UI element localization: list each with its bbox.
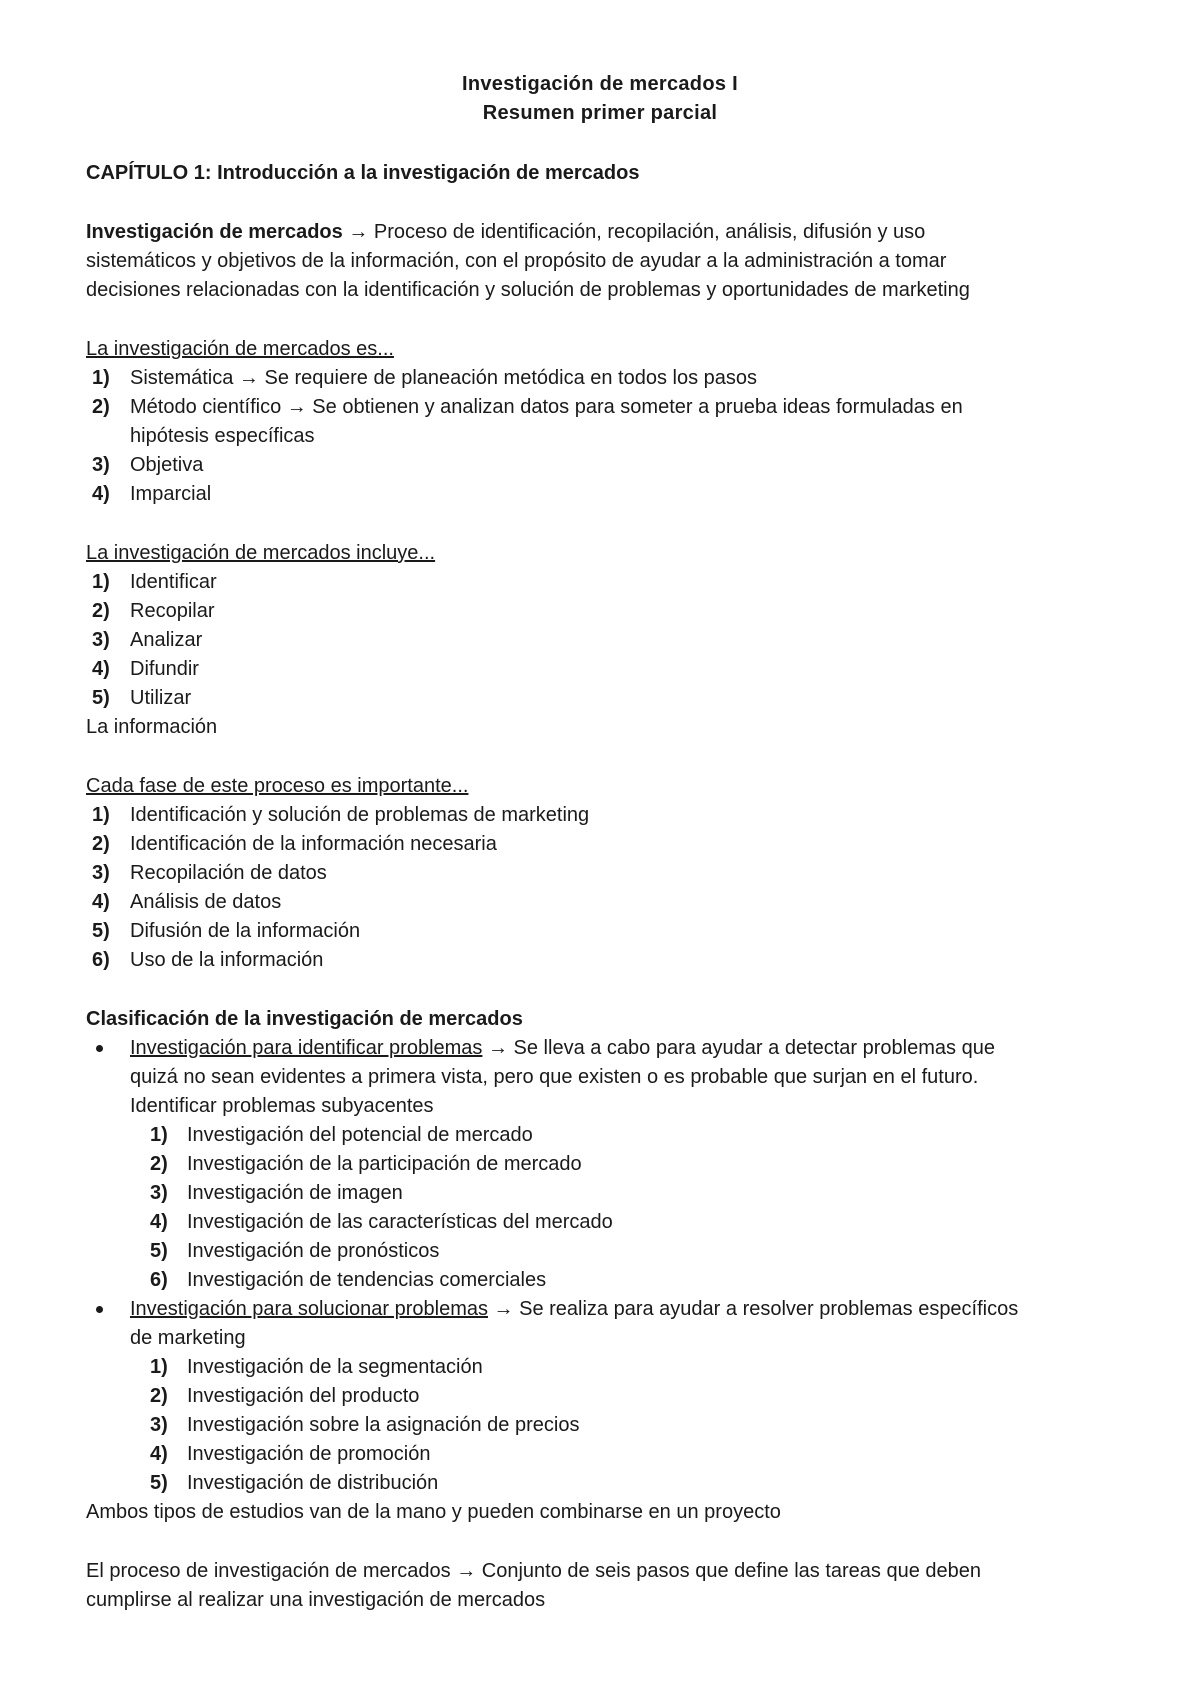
list-number: 3) <box>92 629 110 651</box>
bullet2-line-2: de marketing <box>130 1327 246 1349</box>
bullet2-label: Investigación para solucionar problemas <box>130 1298 488 1320</box>
definition-line-1 <box>86 218 925 247</box>
list-item: Investigación de promoción <box>187 1443 431 1465</box>
list-number: 1) <box>150 1356 168 1378</box>
list-number: 5) <box>92 920 110 942</box>
list-number: 4) <box>92 658 110 680</box>
list-number: 6) <box>150 1269 168 1291</box>
list-number: 4) <box>150 1211 168 1233</box>
bullet1-line-2: quizá no sean evidentes a primera vista, pero que existen o es probable que surjan en el futuro. <box>130 1066 979 1088</box>
title-line: Investigación de mercados I <box>462 73 738 95</box>
list-item: Objetiva <box>130 454 204 476</box>
list-number: 3) <box>92 862 110 884</box>
list-item: Investigación sobre la asignación de precios <box>187 1414 580 1436</box>
incluye-section-heading: La investigación de mercados incluye... <box>86 542 436 564</box>
list-number: 2) <box>150 1153 168 1175</box>
list-item: Identificación y solución de problemas de marketing <box>130 804 590 826</box>
list-item: Recopilación de datos <box>130 862 327 884</box>
list-number: 1) <box>92 367 110 389</box>
chapter-heading: CAPÍTULO 1: Introducción a la investigación de mercados <box>86 162 640 184</box>
list-item: Recopilar <box>130 600 215 622</box>
list-item: Investigación de pronósticos <box>187 1240 440 1262</box>
list-number: 1) <box>92 804 110 826</box>
bullet1-line-3: Identificar problemas subyacentes <box>130 1095 434 1117</box>
list-number: 1) <box>150 1124 168 1146</box>
bullet1-line-1 <box>130 1034 995 1063</box>
list-item-continuation: hipótesis específicas <box>130 425 315 447</box>
list-number: 4) <box>150 1443 168 1465</box>
list-item: Análisis de datos <box>130 891 282 913</box>
definition-line-2: sistemáticos y objetivos de la información, con el propósito de ayudar a la administración a tomar <box>86 250 947 272</box>
list-number: 6) <box>92 949 110 971</box>
list-item: Investigación de la participación de mercado <box>187 1153 582 1175</box>
incluye-after-text: La información <box>86 716 218 738</box>
list-number: 2) <box>150 1385 168 1407</box>
proceso-line-2: cumplirse al realizar una investigación de mercados <box>86 1589 546 1611</box>
list-item: Sistemática → Se requiere de planeación metódica en todos los pasos <box>130 367 758 389</box>
list-number: 1) <box>92 571 110 593</box>
list-item: Difusión de la información <box>130 920 361 942</box>
bullet2-text-1: → Se realiza para ayudar a resolver problemas específicos <box>487 1298 1019 1320</box>
list-number: 2) <box>92 833 110 855</box>
fase-section-heading: Cada fase de este proceso es importante... <box>86 775 469 797</box>
list-number: 4) <box>92 891 110 913</box>
list-item: Utilizar <box>130 687 192 709</box>
list-number: 2) <box>92 396 110 418</box>
list-item: Difundir <box>130 658 199 680</box>
bullet2-line-1 <box>130 1295 1018 1324</box>
subtitle-line: Resumen primer parcial <box>482 102 718 124</box>
definition-text-1: → Proceso de identificación, recopilación, análisis, difusión y uso <box>342 221 926 243</box>
list-item: Identificación de la información necesaria <box>130 833 497 855</box>
list-item: Investigación de imagen <box>187 1182 403 1204</box>
list-item: Investigación del potencial de mercado <box>187 1124 533 1146</box>
list-number: 3) <box>150 1414 168 1436</box>
proceso-line-1: El proceso de investigación de mercados → Conjunto de seis pasos que define las tareas que deben <box>86 1560 982 1582</box>
list-item: Imparcial <box>130 483 212 505</box>
list-number: 3) <box>92 454 110 476</box>
list-item: Investigación de distribución <box>187 1472 439 1494</box>
list-item: Investigación del producto <box>187 1385 420 1407</box>
list-item: Analizar <box>130 629 203 651</box>
list-item: Investigación de tendencias comerciales <box>187 1269 547 1291</box>
bullet1-label: Investigación para identificar problemas <box>130 1037 483 1059</box>
list-number: 2) <box>92 600 110 622</box>
list-item: Uso de la información <box>130 949 324 971</box>
bullet1-text-1: → Se lleva a cabo para ayudar a detectar problemas que <box>482 1037 995 1059</box>
bullet-dot <box>96 1045 103 1052</box>
list-item: Método científico → Se obtienen y analizan datos para someter a prueba ideas formuladas en <box>130 396 963 418</box>
list-item: Identificar <box>130 571 217 593</box>
list-number: 3) <box>150 1182 168 1204</box>
definition-line-3: decisiones relacionadas con la identificación y solución de problemas y oportunidades de marketing <box>86 279 970 301</box>
clasificacion-closing: Ambos tipos de estudios van de la mano y pueden combinarse en un proyecto <box>86 1501 781 1523</box>
list-number: 5) <box>150 1240 168 1262</box>
definition-term: Investigación de mercados <box>86 221 343 243</box>
bullet-dot <box>96 1306 103 1313</box>
list-item: Investigación de las características del mercado <box>187 1211 613 1233</box>
document-title <box>0 70 1200 128</box>
es-section-heading: La investigación de mercados es... <box>86 338 394 360</box>
list-number: 5) <box>150 1472 168 1494</box>
list-number: 4) <box>92 483 110 505</box>
clasificacion-heading: Clasificación de la investigación de mercados <box>86 1008 523 1030</box>
list-number: 5) <box>92 687 110 709</box>
list-item: Investigación de la segmentación <box>187 1356 483 1378</box>
